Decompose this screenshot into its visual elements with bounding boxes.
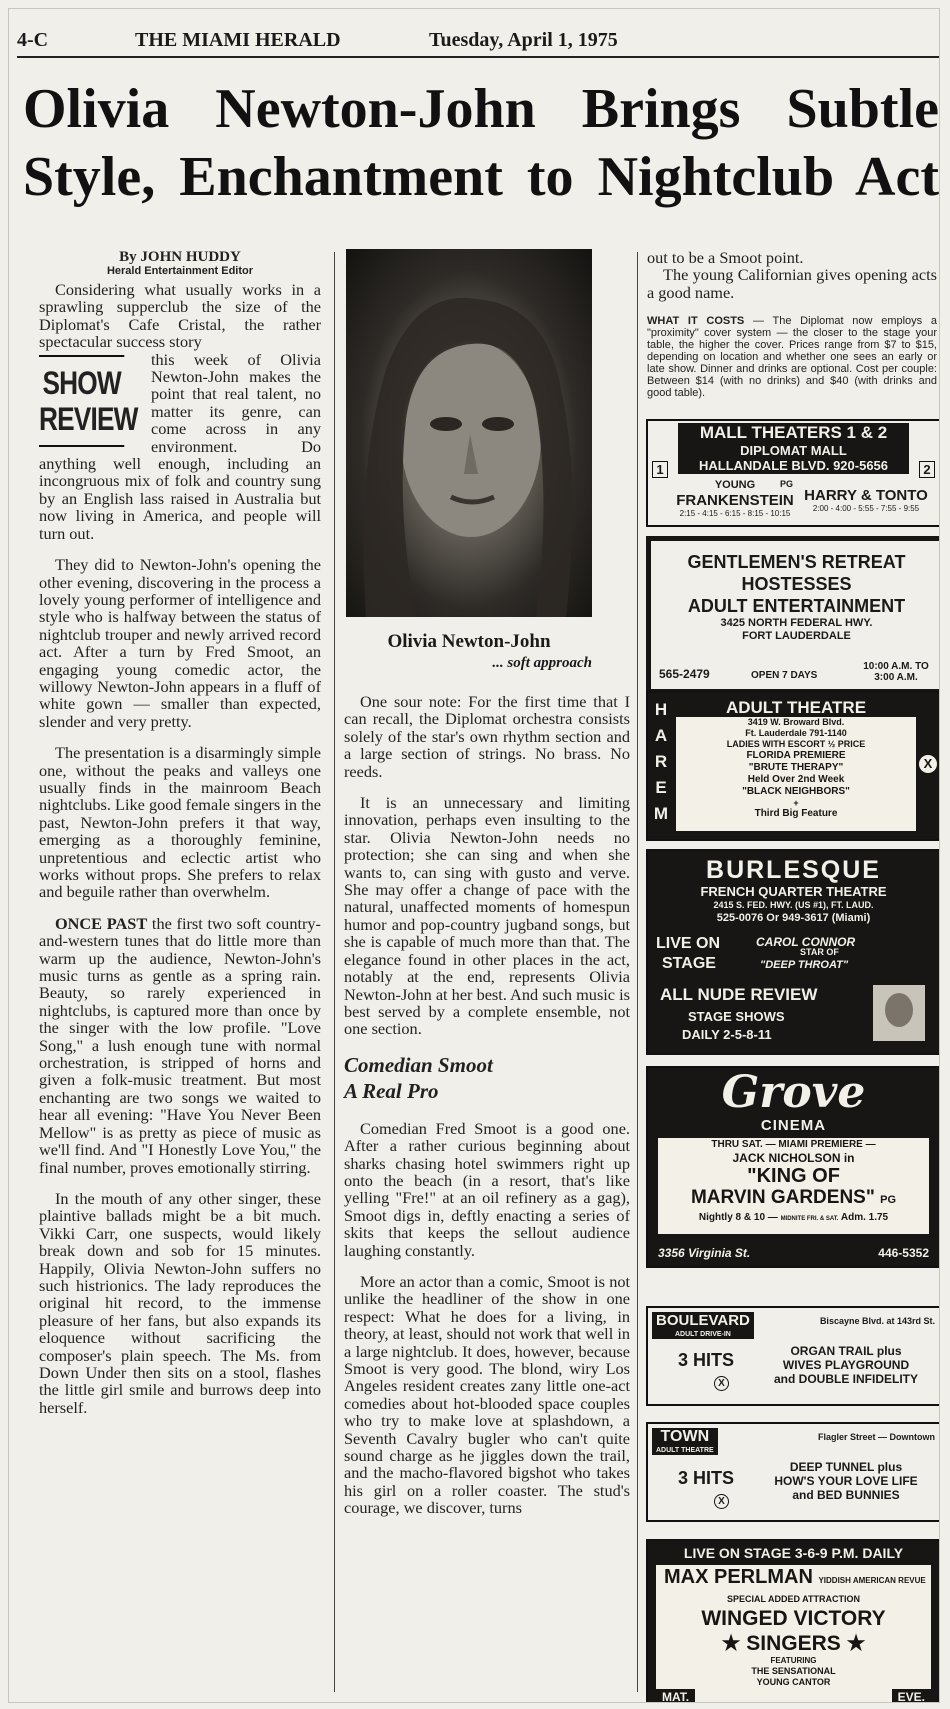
paragraph: One sour note: For the first time that I can recall, the Diplomat orchestra consists solely of the star's own rhythm section and a large section of strings. No brass. No reeds.: [344, 692, 630, 781]
masthead-rule: [17, 56, 939, 58]
column-2: [344, 693, 630, 1531]
portrait-illustration: [346, 249, 592, 617]
ad-max-perlman: LIVE ON STAGE 3-6-9 P.M. DAILY MAX PERLMAN YIDDISH AMERICAN REVUE SPECIAL ADDED ATTRACTION WINGED VICTORY ★ SINGERS ★ FEATURING THE SENSATIONAL YOUNG CANTOR MAT. EVE.: [646, 1539, 940, 1703]
photo-caption: [346, 631, 592, 672]
paragraph: The presentation is a disarmingly simple one, without the peaks and valleys one usually finds in the mainroom Beach nightclubs. Like good female singers in the past, Newton-John prefers it that way, emerging as a thoroughly feminine, unpretentious and eclectic artist who works without props. She prefers to relax and beguile rather than overwhelm.: [39, 743, 321, 902]
headline: Olivia Newton-John Brings Subtle Style, Enchantment to Nightclub Act: [23, 78, 939, 208]
olivia-photo: [346, 249, 592, 617]
paper-name: THE MIAMI HERALD: [135, 29, 341, 51]
ad-harem-theatre: HAREM ADULT THEATRE 3419 W. Broward Blvd. Ft. Lauderdale 791-1140 LADIES WITH ESCORT ½ PRICE FLORIDA PREMIERE "BRUTE THERAPY" Held Over 2nd Week "BLACK NEIGHBORS" + Third Big Feature X: [646, 691, 940, 841]
x-rating-icon: X: [714, 1494, 729, 1509]
issue-date: Tuesday, April 1, 1975: [429, 29, 618, 51]
column-rule: [637, 252, 638, 1692]
paragraph: Considering what usually works in a sprawling supperclub the size of the Diplomat's Cafe Cristal, the rather spectacular success story: [39, 280, 321, 352]
performer-photo: [873, 985, 925, 1041]
newspaper-page: [8, 8, 940, 1703]
column-1: [39, 249, 321, 1430]
paragraph: Comedian Fred Smoot is a good one. After a rather curious beginning about sharks chasing hotel swimmers right up onto the beach (in a resort, that's like yelling "Fre!" at an oil refinery as a gag), Smoot digs in, deftly enacting a series of skits that keeps the sellout audience laughing constantly.: [344, 1118, 630, 1260]
paragraph: out to be a Smoot point.: [647, 248, 804, 267]
ad-mall-theaters: MALL THEATERS 1 & 2 DIPLOMAT MALL HALLANDALE BLVD. 920-5656 1 2 YOUNG FRANKENSTEIN 2:15 - 4:15 - 6:15 - 8:15 - 10:15 PG HARRY & TONTO 2:00 - 4:00 - 5:55 - 7:55 - 9:55: [646, 419, 940, 527]
ad-town: TOWN ADULT THEATRE Flagler Street — Downtown 3 HITS X DEEP TUNNEL plus HOW'S YOUR LOVE LIFE and BED BUNNIES: [646, 1422, 940, 1522]
page-number: 4-C: [17, 29, 49, 51]
caption-sub: ... soft approach: [492, 655, 592, 671]
paragraph: It is an unnecessary and limiting innovation, perhaps even insulting to the star. Olivia Newton-John needs no protection; she can sing and when she wants to, can sing with gusto and verve. She may offer a change of pace with the natural, unaffected moments of homespun humor and pop-country jugband songs, but she is capable of much more than that. The elegance found in other places in the act, notably at the end, represents Olivia Newton-John at her best. And such music is best served by a complete ensemble, not one section.: [344, 793, 630, 1039]
paragraph: ONCE PAST the first two soft country-and-western tunes that do little more than warm up the audience, Newton-John's music turns as gentle as a spring rain. Beauty, so rarely experienced in nightclubs, is captured more than once by the singer with the low profile. "Love Song," a lush enough tune with normal orchestration, is stripped of horns and given a folk-music treatment. But most enchanting are two songs we waited to hear all evening: "Have You Never Been Mellow" is as pretty as piece of music as we'll find. And "I Honestly Love You," the final number, proves emotionally stirring.: [39, 913, 321, 1177]
paragraph: The young Californian gives opening acts a good name.: [647, 265, 937, 302]
byline-title: Herald Entertainment Editor: [106, 265, 254, 277]
ad-burlesque: BURLESQUE FRENCH QUARTER THEATRE 2415 S. FED. HWY. (US #1), FT. LAUD. 525-0076 Or 949-3617 (Miami) LIVE ON CAROL CONNOR STAGE STAR OF "DEEP THROAT" ALL NUDE REVIEW STAGE SHOWS DAILY 2-5-8-11: [646, 849, 940, 1055]
what-it-costs: WHAT IT COSTS — The Diplomat now employs a "proximity" cover system — the closer to the stage your table, the higher the cover. Prices range from $7 to $15, depending on location and whether one sees an early or late show. Dinner and drinks are optional. Cost per couple: Between $14 (with no drinks) and $40 (with drinks and good table).: [647, 315, 937, 400]
x-rating-icon: X: [919, 755, 937, 773]
section-lead: ONCE PAST: [55, 913, 148, 933]
paragraph: They did to Newton-John's opening the other evening, discovering in the process a lovely young performer of intelligence and style who is halfway between the status of nightclub trouper and newly arrived record act. After a turn by Fred Smoot, an engaging young comedic actor, the willowy Newton-John appears in a fluff of white gown — smaller than expected, slender and very pretty.: [39, 555, 321, 731]
paragraph: More an actor than a comic, Smoot is not unlike the headliner of the show in one respect: What he does for a living, in theory, at least, should not work that well in a large nightclub. It does, however, because Smoot is very good. The blond, wiry Los Angeles resident creates zany little one-act comedies about hot-blooded space couples who try to make love at splashdown, a Seventh Cavalry bugler who can't quite sound charge as he jiggles down the trail, and the macho-flavored bigshot who takes his girl on a roller coaster. The stud's courage, we discover, turns: [344, 1271, 630, 1518]
masthead: [9, 25, 939, 55]
ad-gentlemens-retreat: GENTLEMEN'S RETREAT HOSTESSES ADULT ENTERTAINMENT 3425 NORTH FEDERAL HWY. FORT LAUDERDALE 565-2479 OPEN 7 DAYS 10:00 A.M. TO 3:00 A.M.: [646, 536, 940, 694]
byline-name: By JOHN HUDDY: [119, 249, 241, 265]
show-review-label: SHOW REVIEW: [39, 355, 124, 447]
paragraph: In the mouth of any other singer, these plaintive ballads might be a bit much. Vikki Carr, one suspects, would likely break down and sob for 15 minutes. Happily, Olivia Newton-John suffers no such histrionics. The lady reproduces the original hit record, to the immense pleasure of her fans, but also expands its eloquence without sacrificing the composer's plain speech. The Ms. from Down Under then sits on a stool, flashes the little girl smile and burrows deep into herself.: [39, 1188, 321, 1417]
subhead: Comedian Smoot A Real Pro: [344, 1052, 493, 1103]
paragraph: this week of Olivia Newton-John makes the point that real talent, no matter its genre, can come across in any environment. Do anything well enough, including an incongruous mix of folk and country sung by an English lass raised in Australia but now living in America, and people will turn out.: [39, 349, 321, 543]
column-rule: [334, 252, 335, 1692]
ad-boulevard: BOULEVARD ADULT DRIVE-IN Biscayne Blvd. at 143rd St. 3 HITS X ORGAN TRAIL plus WIVES PLAYGROUND and DOUBLE INFIDELITY: [646, 1306, 940, 1406]
caption-name: Olivia Newton-John: [387, 631, 551, 652]
x-rating-icon: X: [714, 1376, 729, 1391]
column-3: [647, 249, 937, 399]
ad-grove-cinema: Grove CINEMA THRU SAT. — MIAMI PREMIERE — JACK NICHOLSON in "KING OF MARVIN GARDENS" PG Nightly 8 & 10 — MIDNITE FRI. & SAT. Adm. 1.75 3356 Virginia St. 446-5352: [646, 1066, 940, 1268]
